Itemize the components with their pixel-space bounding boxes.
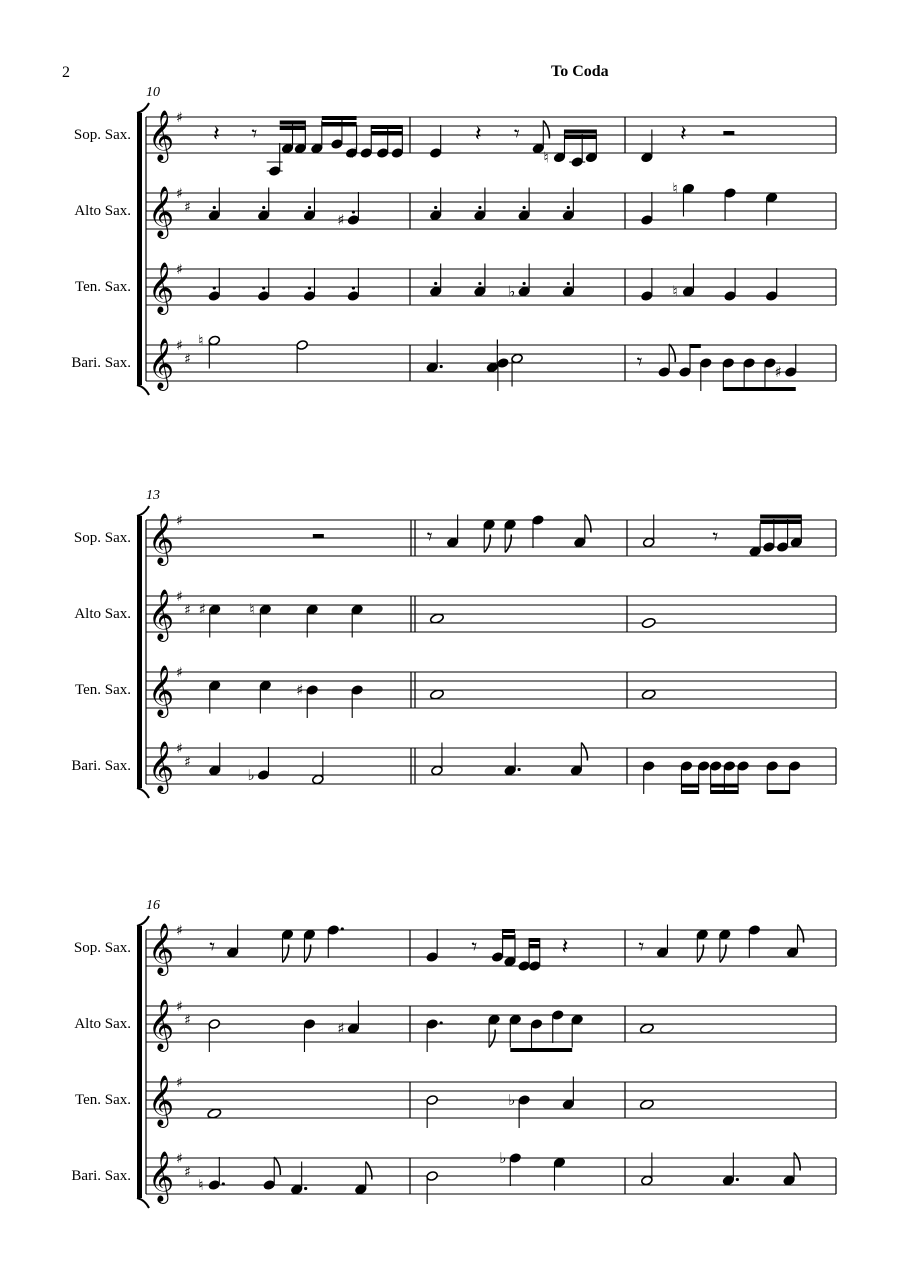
- staccato-dot: [352, 210, 355, 213]
- notehead: [641, 617, 656, 629]
- notehead: [488, 1014, 500, 1025]
- to-coda-marking: To Coda: [551, 63, 609, 80]
- staccato-dot: [308, 286, 311, 289]
- notehead: [679, 367, 691, 378]
- system-bracket: [137, 516, 142, 788]
- key-signature-sharp: ♯: [176, 338, 183, 354]
- quarter-rest: 𝄽: [212, 122, 220, 147]
- note-flag: [304, 945, 310, 963]
- notehead: [259, 604, 271, 615]
- treble-clef-icon: 𝄞: [148, 923, 175, 974]
- notehead: [347, 215, 359, 226]
- notehead: [682, 286, 694, 297]
- note-beam: [497, 340, 498, 344]
- staff-tenor: [75, 665, 836, 718]
- sharp-accidental-icon: ♯: [774, 363, 783, 381]
- staccato-dot: [523, 206, 526, 209]
- notehead: [571, 157, 583, 168]
- notehead: [641, 152, 653, 163]
- notehead: [748, 925, 760, 936]
- instrument-name-alto: Alto Sax.: [74, 203, 131, 219]
- notehead: [709, 761, 721, 772]
- note-beam-secondary: [565, 136, 597, 140]
- treble-clef-icon: 𝄞: [148, 262, 175, 313]
- note-flag: [274, 1157, 280, 1175]
- key-signature-sharp: ♯: [184, 351, 191, 368]
- notehead: [430, 148, 442, 159]
- notehead: [327, 925, 339, 936]
- augmentation-dot: [736, 1178, 739, 1181]
- staccato-dot: [478, 282, 481, 285]
- note-flag: [794, 1153, 800, 1171]
- staff-alto: [74, 999, 836, 1052]
- staff-soprano: [74, 110, 836, 176]
- eighth-rest: 𝄾: [712, 525, 719, 550]
- note-beam-secondary: [503, 935, 515, 939]
- measure-number: 10: [146, 85, 160, 100]
- notehead: [790, 537, 802, 548]
- notehead: [347, 291, 359, 302]
- note-flag: [484, 535, 490, 553]
- notehead: [474, 210, 486, 221]
- note-beam: [280, 121, 306, 125]
- eighth-rest: 𝄾: [636, 350, 643, 375]
- notehead: [518, 1095, 530, 1106]
- notehead: [208, 335, 220, 346]
- staff-baritone: [71, 741, 836, 794]
- notehead: [783, 1175, 795, 1186]
- notehead: [426, 1171, 438, 1182]
- key-signature-sharp: ♯: [176, 1151, 183, 1167]
- notehead: [303, 210, 315, 221]
- system-2: [71, 488, 836, 798]
- notehead: [497, 358, 509, 369]
- quarter-rest: 𝄽: [561, 935, 569, 960]
- notehead: [504, 519, 516, 530]
- staff-alto: [74, 180, 836, 240]
- note-beam-secondary: [529, 944, 540, 948]
- notehead: [724, 188, 736, 199]
- treble-clef-icon: 𝄞: [148, 338, 175, 389]
- instrument-name-soprano: Sop. Sax.: [73, 530, 131, 546]
- note-beam: [690, 344, 701, 348]
- notehead: [509, 1014, 521, 1025]
- note-flag: [697, 945, 703, 963]
- notehead: [574, 537, 586, 548]
- instrument-name-alto: Alto Sax.: [74, 1016, 131, 1032]
- note-beam-secondary: [711, 784, 738, 788]
- notehead: [426, 952, 438, 963]
- notehead: [763, 542, 775, 553]
- flat-accidental-icon: ♭: [247, 766, 255, 784]
- notehead: [722, 358, 734, 369]
- notehead: [491, 952, 503, 963]
- instrument-name-baritone: Bari. Sax.: [71, 355, 131, 371]
- instrument-name-soprano: Sop. Sax.: [73, 127, 131, 143]
- notehead: [562, 1099, 574, 1110]
- key-signature-sharp: ♯: [176, 186, 183, 202]
- notehead: [296, 340, 308, 351]
- staccato-dot: [434, 206, 437, 209]
- notehead: [209, 680, 221, 691]
- notehead: [570, 765, 582, 776]
- natural-accidental-icon: ♮: [543, 148, 549, 167]
- notehead: [518, 210, 530, 221]
- sharp-accidental-icon: ♯: [350, 144, 358, 162]
- note-beam: [767, 790, 789, 794]
- notehead: [643, 537, 655, 548]
- notehead: [785, 367, 797, 378]
- note-beam: [510, 1048, 572, 1052]
- notehead: [258, 210, 270, 221]
- notehead: [263, 1180, 275, 1191]
- notehead: [788, 761, 800, 772]
- notehead: [766, 291, 778, 302]
- system-bracket: [137, 926, 142, 1198]
- treble-clef-icon: 𝄞: [148, 513, 175, 564]
- note-beam-secondary: [322, 122, 357, 126]
- notehead: [474, 286, 486, 297]
- augmentation-dot: [440, 1021, 443, 1024]
- notehead: [776, 542, 788, 553]
- notehead: [696, 929, 708, 940]
- notehead: [426, 1095, 438, 1106]
- note-beam: [723, 387, 795, 391]
- notehead: [430, 286, 442, 297]
- instrument-name-alto: Alto Sax.: [74, 606, 131, 622]
- key-signature-sharp: ♯: [184, 1164, 191, 1181]
- staccato-dot: [352, 286, 355, 289]
- note-beam: [503, 929, 515, 933]
- notehead: [743, 358, 755, 369]
- treble-clef-icon: 𝄞: [148, 589, 175, 640]
- notehead: [643, 761, 655, 772]
- notehead: [700, 358, 712, 369]
- notehead: [724, 291, 736, 302]
- notehead: [658, 367, 670, 378]
- key-signature-sharp: ♯: [176, 665, 183, 681]
- sharp-accidental-icon: ♯: [337, 1019, 345, 1038]
- augmentation-dot: [440, 365, 443, 368]
- augmentation-dot: [518, 768, 521, 771]
- staccato-dot: [213, 286, 216, 289]
- instrument-name-baritone: Bari. Sax.: [71, 1168, 131, 1184]
- key-signature-sharp: ♯: [184, 199, 191, 216]
- note-flag: [669, 344, 675, 362]
- instrument-name-baritone: Bari. Sax.: [71, 758, 131, 774]
- notehead: [511, 353, 523, 364]
- half-rest: [723, 131, 734, 135]
- notehead: [311, 143, 323, 154]
- staccato-dot: [567, 206, 570, 209]
- flat-accidental-icon: ♭: [508, 1091, 516, 1109]
- note-flag: [720, 945, 726, 963]
- treble-clef-icon: 𝄞: [148, 1075, 175, 1126]
- notehead: [281, 929, 293, 940]
- notehead: [431, 765, 443, 776]
- notehead: [303, 1019, 315, 1030]
- notehead: [269, 166, 281, 177]
- notehead: [766, 192, 778, 203]
- flat-accidental-icon: ♭: [499, 1149, 507, 1167]
- eighth-rest: 𝄾: [471, 935, 478, 960]
- notehead: [719, 929, 731, 940]
- note-beam: [711, 790, 738, 794]
- notehead: [360, 148, 372, 159]
- staccato-dot: [262, 286, 265, 289]
- notehead: [446, 537, 458, 548]
- notehead: [347, 1023, 359, 1034]
- note-beam-secondary: [280, 127, 306, 131]
- notehead: [312, 774, 324, 785]
- notehead: [430, 210, 442, 221]
- note-beam-secondary: [760, 521, 801, 525]
- notehead: [377, 148, 389, 159]
- notehead: [766, 761, 778, 772]
- augmentation-dot: [341, 927, 344, 930]
- treble-clef-icon: 𝄞: [148, 999, 175, 1050]
- instrument-name-tenor: Ten. Sax.: [74, 1092, 131, 1108]
- notehead: [208, 210, 220, 221]
- notehead: [486, 362, 498, 373]
- notehead: [529, 961, 541, 972]
- key-signature-sharp: ♯: [184, 754, 191, 771]
- key-signature-sharp: ♯: [176, 741, 183, 757]
- staccato-dot: [523, 282, 526, 285]
- key-signature-sharp: ♯: [176, 262, 183, 278]
- key-signature-sharp: ♯: [176, 513, 183, 529]
- eighth-rest: 𝄾: [209, 935, 216, 960]
- notehead: [553, 1157, 565, 1168]
- notehead: [303, 929, 315, 940]
- system-3: [71, 898, 836, 1208]
- augmentation-dot: [222, 1182, 225, 1185]
- note-flag: [581, 743, 587, 761]
- system-1: [71, 85, 836, 395]
- quarter-rest: 𝄽: [680, 122, 687, 147]
- staccato-dot: [434, 282, 437, 285]
- measure-number: 13: [146, 488, 160, 503]
- notehead: [259, 680, 271, 691]
- notehead: [290, 1184, 302, 1195]
- natural-accidental-icon: ♮: [249, 600, 255, 619]
- note-beam-secondary: [681, 784, 698, 788]
- notehead: [355, 1184, 367, 1195]
- note-flag: [797, 925, 803, 943]
- notehead: [749, 546, 761, 557]
- natural-accidental-icon: ♮: [672, 179, 678, 198]
- notehead: [209, 604, 221, 615]
- note-flag: [585, 515, 591, 533]
- notehead: [504, 765, 516, 776]
- instrument-name-soprano: Sop. Sax.: [73, 940, 131, 956]
- notehead: [585, 152, 597, 163]
- eighth-rest: 𝄾: [251, 122, 258, 147]
- key-signature-sharp: ♯: [184, 1012, 191, 1029]
- natural-accidental-icon: ♮: [672, 282, 678, 301]
- measure-number: 16: [146, 898, 160, 913]
- natural-accidental-icon: ♮: [198, 331, 204, 350]
- notehead: [571, 1014, 583, 1025]
- notehead: [226, 947, 238, 958]
- notehead: [208, 291, 220, 302]
- sharp-accidental-icon: ♯: [198, 600, 207, 619]
- notehead: [208, 1019, 220, 1030]
- flat-accidental-icon: ♭: [508, 282, 516, 301]
- notehead: [351, 685, 363, 696]
- eighth-rest: 𝄾: [513, 122, 520, 147]
- note-beam-secondary: [497, 346, 498, 350]
- notehead: [258, 291, 270, 302]
- key-signature-sharp: ♯: [176, 589, 183, 605]
- staff-soprano: [74, 513, 836, 566]
- notehead: [306, 604, 318, 615]
- half-rest: [313, 534, 324, 538]
- staccato-dot: [262, 206, 265, 209]
- notehead: [509, 1153, 521, 1164]
- notehead: [208, 1180, 220, 1191]
- notehead: [331, 139, 343, 150]
- sharp-accidental-icon: ♯: [337, 211, 345, 229]
- notehead: [562, 286, 574, 297]
- staff-tenor: [75, 1075, 836, 1128]
- notehead: [722, 1175, 734, 1186]
- notehead: [530, 1019, 542, 1030]
- notehead: [641, 215, 653, 226]
- notehead: [426, 362, 438, 373]
- system-bracket: [137, 113, 142, 385]
- notehead: [680, 761, 692, 772]
- staff-alto: [74, 589, 836, 642]
- staff-tenor: [75, 262, 836, 315]
- staccato-dot: [213, 206, 216, 209]
- notehead: [641, 291, 653, 302]
- notehead: [281, 143, 293, 154]
- note-beam: [322, 116, 357, 120]
- notehead: [303, 291, 315, 302]
- key-signature-sharp: ♯: [184, 602, 191, 619]
- notehead: [697, 761, 709, 772]
- note-flag: [489, 1030, 495, 1048]
- notehead: [391, 148, 403, 159]
- note-flag: [543, 121, 549, 139]
- sharp-accidental-icon: ♯: [296, 681, 304, 699]
- notehead: [483, 519, 495, 530]
- notehead: [737, 761, 749, 772]
- notehead: [656, 947, 668, 958]
- staccato-dot: [567, 282, 570, 285]
- treble-clef-icon: 𝄞: [148, 741, 175, 792]
- notehead: [209, 765, 221, 776]
- notehead: [552, 1010, 564, 1021]
- notehead: [562, 210, 574, 221]
- note-beam: [681, 790, 698, 794]
- augmentation-dot: [304, 1187, 307, 1190]
- notehead: [532, 515, 544, 526]
- treble-clef-icon: 𝄞: [148, 186, 175, 237]
- key-signature-sharp: ♯: [176, 110, 183, 126]
- treble-clef-icon: 𝄞: [148, 665, 175, 716]
- note-flag: [283, 945, 289, 963]
- notehead: [786, 947, 798, 958]
- staff-soprano: [74, 923, 836, 976]
- note-flag: [505, 535, 511, 553]
- notehead: [504, 956, 516, 967]
- notehead: [553, 152, 565, 163]
- instrument-name-tenor: Ten. Sax.: [74, 682, 131, 698]
- key-signature-sharp: ♯: [176, 999, 183, 1015]
- notehead: [426, 1019, 438, 1030]
- note-beam: [565, 130, 597, 134]
- staccato-dot: [308, 206, 311, 209]
- notehead: [518, 961, 530, 972]
- staccato-dot: [478, 206, 481, 209]
- key-signature-sharp: ♯: [176, 1075, 183, 1091]
- instrument-name-tenor: Ten. Sax.: [74, 279, 131, 295]
- quarter-rest: 𝄽: [474, 122, 482, 147]
- treble-clef-icon: 𝄞: [148, 110, 175, 161]
- notehead: [294, 143, 306, 154]
- notehead: [723, 761, 735, 772]
- key-signature-sharp: ♯: [176, 923, 183, 939]
- treble-clef-icon: 𝄞: [148, 1151, 175, 1202]
- note-beam: [529, 938, 540, 942]
- staff-baritone: [71, 1149, 836, 1204]
- notehead: [518, 286, 530, 297]
- eighth-rest: 𝄾: [426, 525, 433, 550]
- note-flag: [366, 1162, 372, 1180]
- natural-accidental-icon: ♮: [198, 1176, 204, 1194]
- notehead: [682, 183, 694, 194]
- notehead: [351, 604, 363, 615]
- notehead: [306, 685, 318, 696]
- page-number: 2: [62, 64, 70, 81]
- note-beam-secondary: [371, 131, 402, 135]
- note-beam: [760, 515, 801, 519]
- eighth-rest: 𝄾: [638, 935, 645, 960]
- notehead: [641, 1175, 653, 1186]
- notehead: [257, 770, 269, 781]
- staff-baritone: [71, 332, 836, 392]
- note-beam: [371, 125, 402, 129]
